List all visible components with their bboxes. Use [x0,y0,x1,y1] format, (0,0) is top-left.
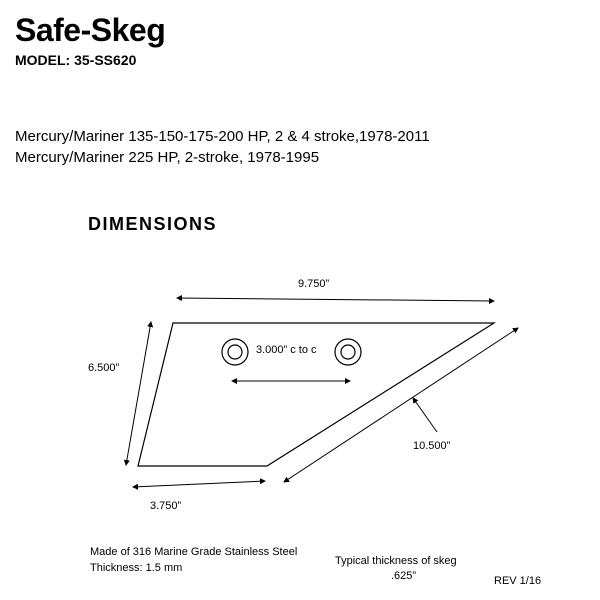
bottom-length-label: 3.750” [150,500,182,512]
top-dimension-arrow [177,298,494,301]
typical-thickness-value: .625” [391,570,417,582]
diagonal-length-label: 10.500” [413,440,451,452]
revision-label: REV 1/16 [494,575,542,587]
typical-thickness-label: Typical thickness of skeg [335,555,457,567]
product-title: Safe-Skeg [15,12,166,48]
bottom-dimension-arrow [133,481,265,487]
height-label: 6.500” [88,362,120,374]
mounting-hole-right [335,339,361,365]
dimensions-heading: DIMENSIONS [88,214,218,234]
application-line-2: Mercury/Mariner 225 HP, 2-stroke, 1978-1995 [15,149,320,166]
application-line-1: Mercury/Mariner 135-150-175-200 HP, 2 & 4 stroke,1978-2011 [15,128,430,145]
height-dimension-arrow [126,322,151,465]
hole-spacing-label: 3.000” c to c [256,344,317,356]
diagonal-leader-arrow [413,398,437,432]
top-length-label: 9.750” [298,278,330,290]
thickness-note: Thickness: 1.5 mm [90,562,183,574]
material-note: Made of 316 Marine Grade Stainless Steel [90,546,298,558]
mounting-hole-left [222,339,248,365]
model-number: MODEL: 35-SS620 [15,52,137,68]
diagonal-dimension-arrow [284,328,518,482]
